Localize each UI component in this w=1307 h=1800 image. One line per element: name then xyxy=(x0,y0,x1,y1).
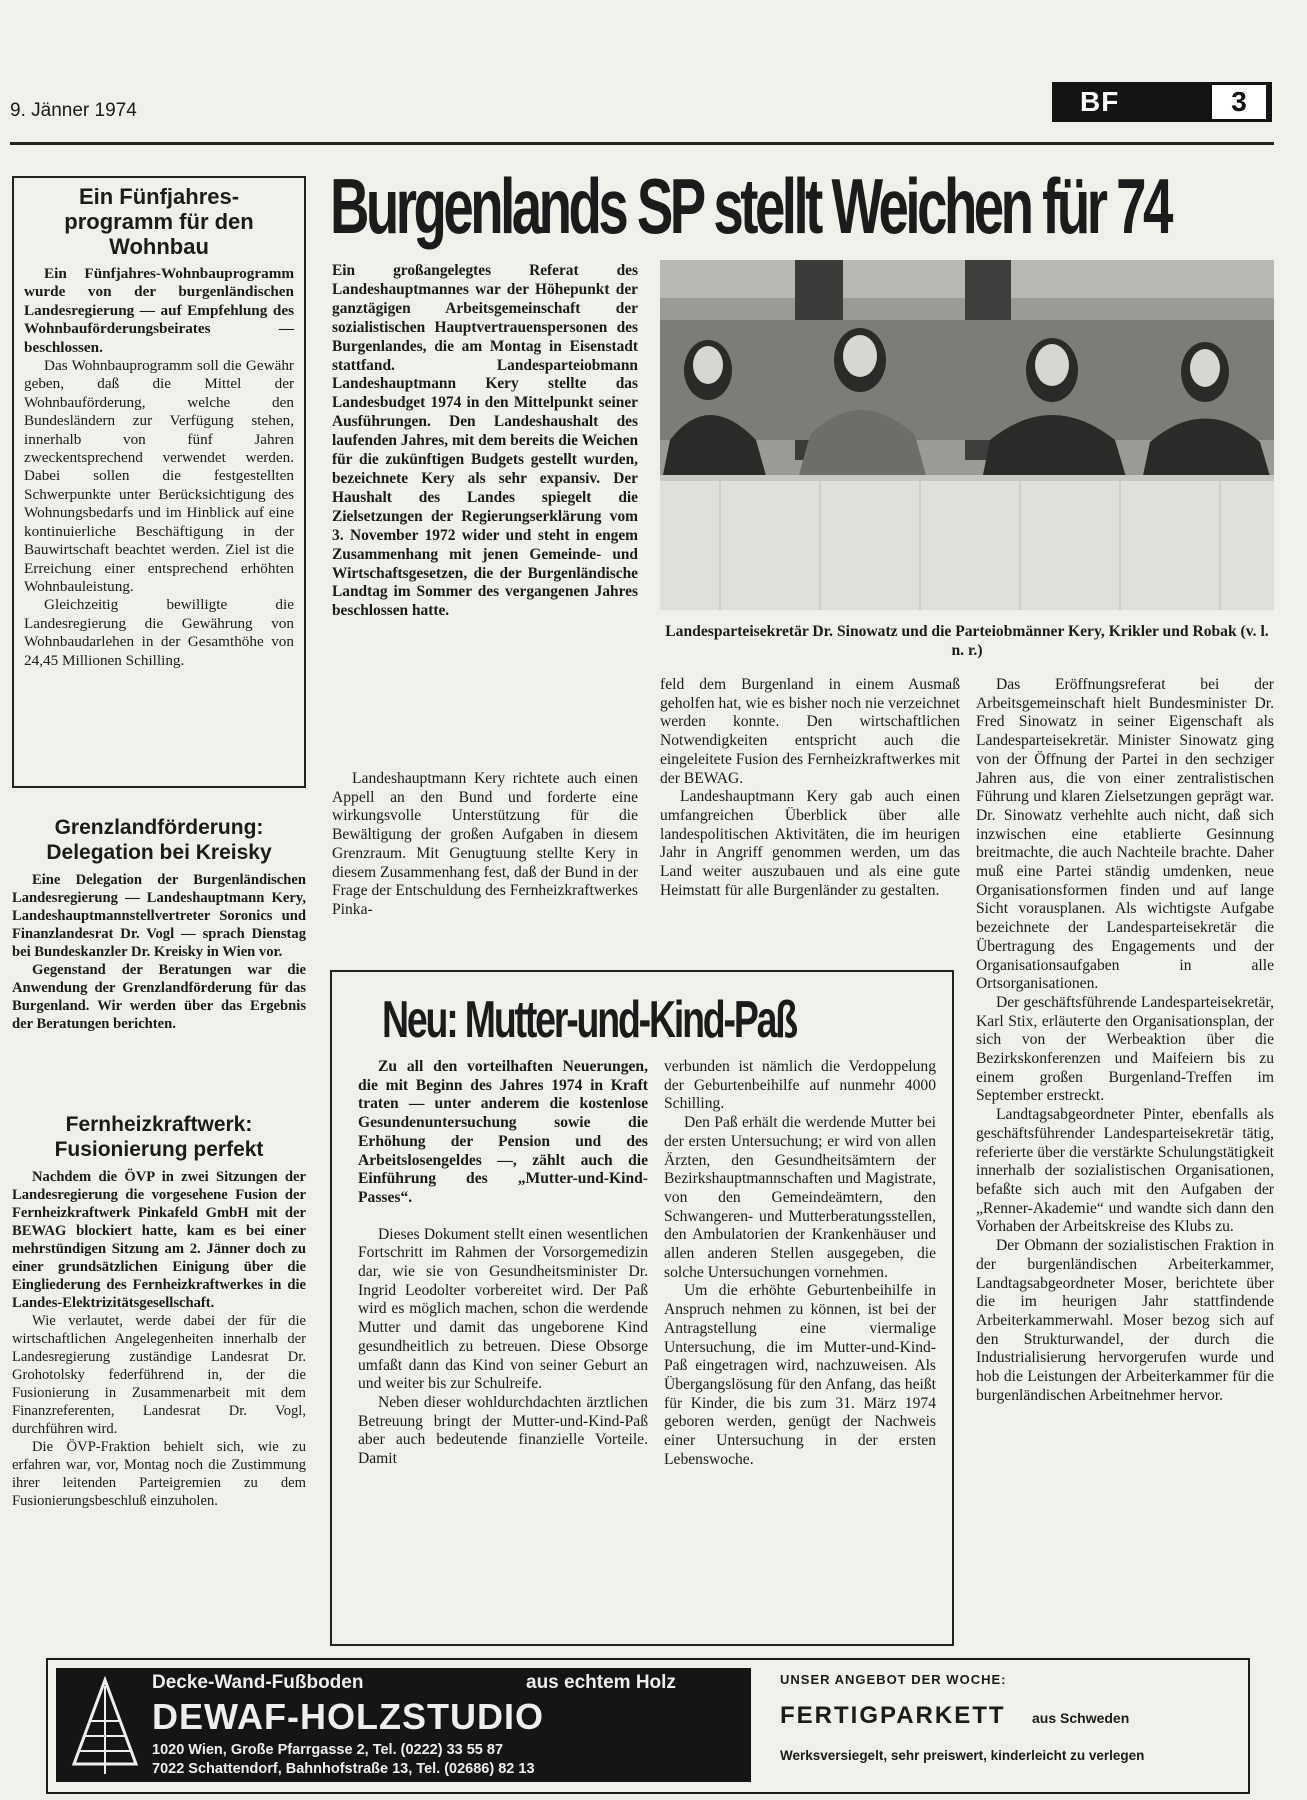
main-col3-paragraph: Der geschäftsführende Landesparteisekretär, Karl Stix, erläuterte den Organisationsplan, der sich von der Werbeaktion über die Bezirkskonferenzen und Maifeiern bis zu einem großen Burgenland-Treffen im September erstreckt. xyxy=(976,993,1274,1105)
paper-logo xyxy=(1052,82,1272,122)
ad-address-vienna: 1020 Wien, Große Pfarrgasse 2, Tel. (0222) 33 55 87 xyxy=(152,1742,504,1758)
pass-paragraph: Dieses Dokument stellt einen wesentlichen Fortschritt im Rahmen der Vorsorgemedizin dar, wie sie von Gesundheitsminister Dr. Ingrid Leodolter vorbereitet wird. Der Paß wird es möglich machen, schon die werdende Mutter und damit das ungeborene Kind gesundheitlich zu betreuen. Diese Obsorge umfaßt dann das Kind von seiner Geburt an und weiter bis zur Schulreife. xyxy=(358,1225,648,1393)
pass-paragraph: Den Paß erhält die werdende Mutter bei der ersten Untersuchung; er wird von allen Ärzten, den Gesundheitsämtern der Bezirkshauptmannschaften und Magistrate, von den Gemeindeämtern, den Schwangeren- und Mutterberatungsstellen, den Ambulatorien der Krankenhäuser und allen anderen Stellen ausgegeben, die solche Untersuchungen vornehmen. xyxy=(664,1114,936,1281)
wohnbau-title: Ein Fünfjahres-programm für den Wohnbau xyxy=(64,184,254,259)
ad-tagline-left: Decke-Wand-Fußboden xyxy=(152,1672,364,1693)
grenzland-title: Grenzlandförderung: Delegation bei Kreisky xyxy=(46,816,272,864)
grenzland-body xyxy=(12,871,306,1033)
ad-offer-origin: aus Schweden xyxy=(1032,1710,1130,1726)
meeting-photo-graphic xyxy=(660,260,1274,610)
main-col3 xyxy=(976,676,1274,1405)
pass-col2 xyxy=(664,1058,936,1469)
mutter-kind-pass-article xyxy=(330,970,954,1646)
fernheiz-paragraph: Die ÖVP-Fraktion behielt sich, wie zu erfahren war, vor, Montag noch die Zustimmung ihrer leitenden Parteigremien zu dem Fusionierungsbeschluß einzuholen. xyxy=(12,1439,306,1509)
main-col3-paragraph: Der Obmann der sozialistischen Fraktion in der burgenländischen Arbeiterkammer, Landtagsabgeordneter Moser, berichtete über die im heurigen Jahr stattfindende Arbeiterkammerwahl. Moser bezog sich auf den Strukturwandel, der durch die Industrialisierung hervorgerufen wurde und hob die Leistungen der Arbeiterkammer für die burgenländischen Arbeitnehmer hervor. xyxy=(976,1237,1274,1404)
fernheiz-paragraph: Wie verlautet, werde dabei der für die wirtschaftlichen Angelegenheiten innerhalb der Landesregierung zuständige Landesrat Dr. Grohotolsky federführend in, der die Fusionierung in Zusammenarbeit mit dem Finanzreferenten, Landesrat Dr. Vogl, durchführen wird. xyxy=(12,1313,306,1437)
ad-left-panel xyxy=(56,1668,751,1782)
ad-brand: DEWAF-HOLZSTUDIO xyxy=(152,1696,544,1737)
wohnbau-lead: Ein Fünfjahres-Wohnbauprogramm wurde von der burgenländischen Landesregierung — auf Empfehlung des Wohnbauförderungsbeirates — beschlossen. xyxy=(24,265,294,356)
main-col2 xyxy=(660,676,960,900)
fernheiz-title: Fernheizkraftwerk: Fusionierung perfekt xyxy=(54,1113,264,1161)
pass-headline: Neu: Mutter-und-Kind-Paß xyxy=(382,991,797,1049)
ad-offer-description: Werksversiegelt, sehr preiswert, kinderleicht zu verlegen xyxy=(780,1748,1145,1763)
photo-caption: Landesparteisekretär Dr. Sinowatz und die Parteiobmänner Kery, Krikler und Robak (v. l. n. r.) xyxy=(665,623,1269,659)
pass-lead: Zu all den vorteilhaften Neuerungen, die mit Beginn des Jahres 1974 in Kraft traten — unter anderem die kostenlose Gesundenuntersuchung sowie die Erhöhung der Pension und des Arbeitslosengeldes —, zählt auch die Einführung des „Mutter-und-Kind-Passes“. xyxy=(358,1058,648,1206)
main-headline: Burgenlands SP stellt Weichen für 74 xyxy=(330,162,1170,250)
pass-paragraph: Um die erhöhte Geburtenbeihilfe in Anspruch nehmen zu können, ist bei der Antragstellung eine viermalige Untersuchung, die im Mutter-und-Kind-Paß eingetragen wird, nachzuweisen. Als Übergangslösung für den Anfang, das heißt für Kinder, die bis zum 31. März 1974 geboren werden, genügt der Nachweis einer Untersuchung in der ersten Lebenswoche. xyxy=(664,1282,936,1468)
grenzland-article xyxy=(12,815,306,1033)
main-col1-paragraph: Landeshauptmann Kery richtete auch einen Appell an den Bund und forderte eine wirkungsvolle Unterstützung für die Bewältigung der großen Aufgaben in diesem Grenzraum. Mit Genugtuung stellte Kery in diesem Zusammenhang fest, daß der Bund in der Frage der Entschuldung des Fernheizkraftwerkes Pinka- xyxy=(332,770,638,918)
main-col2-paragraph: Landeshauptmann Kery gab auch einen umfangreichen Überblick über alle landespolitischen Aktivitäten, die im heurigen Jahr in Angriff genommen werden, um das Land weiter auszubauen und als eine gute Heimstatt für alle Burgenländer zu gestalten. xyxy=(660,788,960,899)
grenzland-paragraph: Gegenstand der Beratungen war die Anwendung der Grenzlandförderung für das Burgenland. Wir werden über das Ergebnis der Beratungen berichten. xyxy=(12,962,306,1032)
pass-paragraph: verbunden ist nämlich die Verdoppelung der Geburtenbeihilfe auf nunmehr 4000 Schilling. xyxy=(664,1058,936,1113)
logo-text: BF xyxy=(1080,86,1120,117)
fernheiz-body xyxy=(12,1168,306,1510)
dewaf-advertisement xyxy=(46,1658,1250,1794)
main-lead-text: Ein großangelegtes Referat des Landeshauptmannes war der Höhepunkt der ganztägigen Arbeitsgemeinschaft der sozialistischen Hauptvertrauenspersonen des Burgenlandes, die am Montag in Eisenstadt stattfand. Landesparteiobmann Landeshauptmann Kery stellte das Landesbudget 1974 in den Mittelpunkt seiner Ausführungen. Den Landeshaushalt des laufenden Jahres, mit dem bereits die Weichen für die zukünftigen Budgets gestellt wurden, bezeichnete Kery als sehr expansiv. Der Haushalt des Landes spiegelt die Zielsetzungen der Regierungserklärung vom 3. November 1972 wider und steht in engem Zusammenhang mit jenen Gemeinde- und Wirtschaftsgesetzen, die der Burgenländische Landtag im Sommer des vergangenen Jahres beschlossen hatte. xyxy=(332,262,638,620)
ad-right-panel xyxy=(760,1668,1240,1782)
wohnbau-paragraph: Das Wohnbauprogramm soll die Gewähr geben, daß die Mittel der Wohnbauförderung, welche den Bundesländern zur Verfügung stehen, innerhalb von fünf Jahren zweckentsprechend verwendet werden. Dabei sollen die festgestellten Schwerpunkte unter Berücksichtigung des Wohnungsbedarfs und im Hinblick auf eine kontinuierliche Beschäftigung in der Bauwirtschaft beachtet werden. Ziel ist die Erreichung einer entsprechend erhöhten Wohnbauleistung. xyxy=(24,357,294,595)
grenzland-lead: Eine Delegation der Burgenländischen Landesregierung — Landeshauptmann Kery, Landeshauptmannstellvertreter Soronics und Finanzlandesrat Dr. Vogl — sprach Dienstag bei Bundeskanzler Dr. Kreisky in Wien vor. xyxy=(12,872,306,960)
ad-address-schattendorf: 7022 Schattendorf, Bahnhofstraße 13, Tel. (02686) 82 13 xyxy=(152,1761,535,1777)
ad-offer-product: FERTIGPARKETT xyxy=(780,1702,1006,1729)
header-rule xyxy=(10,142,1274,145)
main-col3-paragraph: Das Eröffnungsreferat bei der Arbeitsgemeinschaft hielt Bundesminister Dr. Fred Sinowatz in seiner Eigenschaft als Landesparteisekretär. Minister Sinowatz ging von der Öffnung der Partei in den sechziger Jahren aus, die von einer zentralistischen Führung und klaren Zielsetzungen geprägt war. Dr. Sinowatz verhehlte auch nicht, daß sich inzwischen eine etablierte Gesinnung breitmachte, die auch Nachteile brachte. Daher muß eine Partei ständig umdenken, neue Organisationsformen finden und auf lange Sicht vorausplanen. Als wichtigste Aufgabe bezeichnete der Landesparteisekretär die Übertragung des Engagements und der Organisationsaufgaben in alle Ortsorganisationen. xyxy=(976,676,1274,993)
ad-tagline-right: aus echtem Holz xyxy=(526,1672,676,1693)
ad-offer-label: UNSER ANGEBOT DER WOCHE: xyxy=(780,1672,1007,1687)
meeting-photo xyxy=(660,260,1274,610)
fernheiz-article xyxy=(12,1112,306,1510)
fernheiz-lead: Nachdem die ÖVP in zwei Sitzungen der Landesregierung die vorgesehene Fusion der Fernheizkraftwerk Pinkafeld GmbH mit der BEWAG blockiert hatte, kam es bei einer mehrstündigen Sitzung am 2. Jänner doch zu einer grundsätzlichen Einigung über die Eingliederung des Fernheizkraftwerkes in die Landes-Elektrizitätsgesellschaft. xyxy=(12,1169,306,1311)
wohnbau-article xyxy=(12,176,306,788)
pass-col1 xyxy=(358,1058,648,1469)
main-col1 xyxy=(332,770,638,920)
main-lead xyxy=(332,262,638,621)
issue-date: 9. Jänner 1974 xyxy=(10,100,137,121)
tree-logo-icon xyxy=(70,1676,140,1776)
main-col3-paragraph: Landtagsabgeordneter Pinter, ebenfalls als geschäftsführender Landesparteisekretär tätig, referierte über die verstärkte Schulungstätigkeit innerhalb der sozialistischen Organisationen, befaßte sich auch mit den Aufgaben der „Renner-Akademie“ und wandte sich dann den Vorhaben der Arbeitskreise des Klubs zu. xyxy=(976,1106,1274,1236)
wohnbau-paragraph: Gleichzeitig bewilligte die Landesregierung die Gewährung von Wohnbaudarlehen in der Gesamthöhe von 24,45 Millionen Schilling. xyxy=(24,596,294,669)
wohnbau-body xyxy=(24,265,294,670)
pass-paragraph: Neben dieser wohldurchdachten ärztlichen Betreuung bringt der Mutter-und-Kind-Paß aber auch bedeutende finanzielle Vorteile. Damit xyxy=(358,1393,648,1468)
main-col2-paragraph: feld dem Burgenland in einem Ausmaß geholfen hat, wie es bisher noch nie verzeichnet werden konnte. Den wirtschaftlichen Notwendigkeiten entspricht auch die eingeleitete Fusion des Fernheizkraftwerkes mit der BEWAG. xyxy=(660,676,960,787)
page-number: 3 xyxy=(1212,85,1266,119)
